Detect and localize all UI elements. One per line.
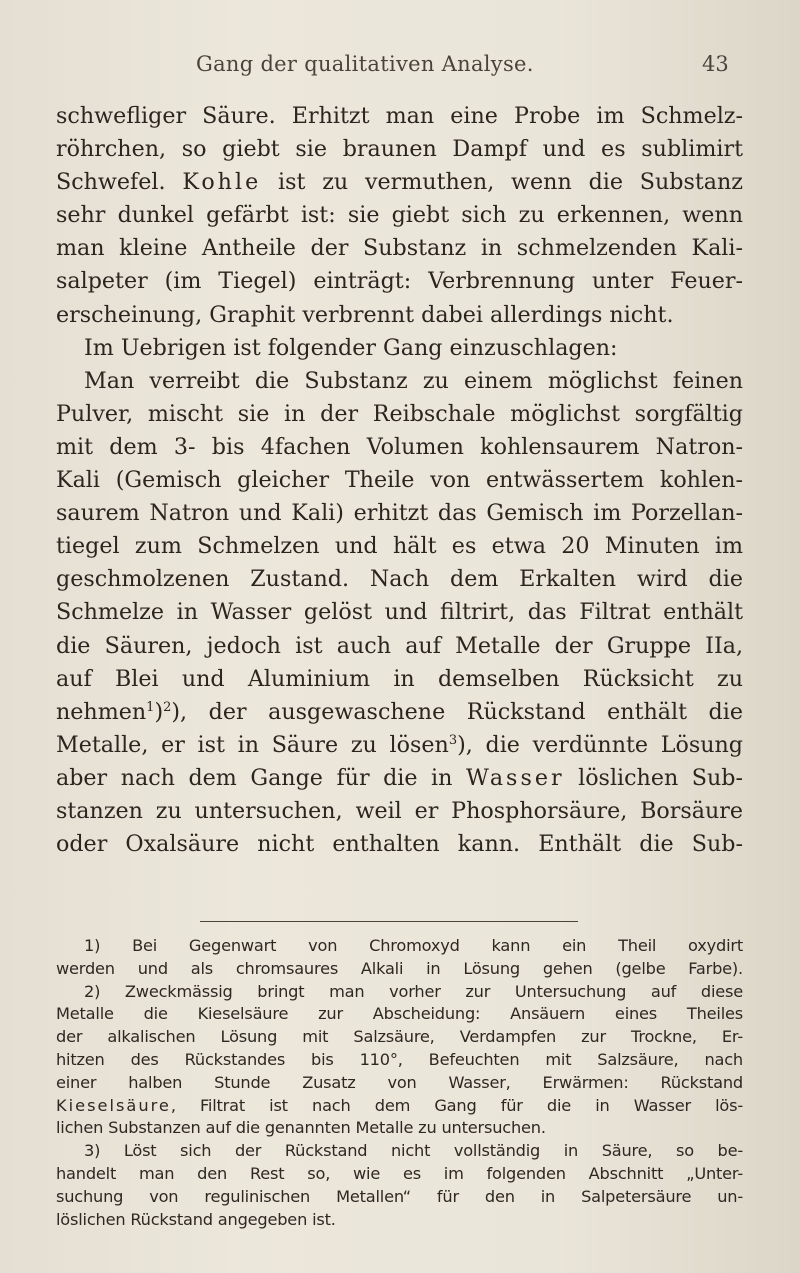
text-line: sehr dunkel gefärbt ist: sie giebt sich zu erkennen, wenn: [56, 202, 743, 229]
text-run: aber nach dem Gange für die in: [56, 764, 466, 791]
text-line: [56, 729, 743, 762]
footnote-line: der alkalischen Lösung mit Salzsäure, Verdampfen zur Trockne, Er-: [56, 1027, 743, 1047]
text-line: Schmelze in Wasser gelöst und filtrirt, das Filtrat enthält: [56, 599, 743, 626]
text-line: Pulver, mischt sie in der Reibschale möglichst sorgfältig: [56, 400, 743, 427]
footnote-line: suchung von regulinischen Metallen“ für den in Salpetersäure un-: [56, 1186, 743, 1206]
emphasis-kohle: Kohle: [182, 169, 262, 196]
text-line: saurem Natron und Kali) erhitzt das Gemisch im Porzellan-: [56, 500, 743, 527]
text-run: ): [154, 698, 164, 725]
footnote-line: löslichen Rückstand angegeben ist.: [56, 1209, 336, 1229]
footnote-line: 2) Zweckmässig bringt man vorher zur Untersuchung auf diese: [84, 981, 743, 1001]
text-line: Man verreibt die Substanz zu einem möglichst feinen: [84, 367, 743, 394]
text-line: [56, 166, 743, 199]
emphasis-kieselsaeure: Kieselsäure: [56, 1095, 171, 1115]
footnotes: [56, 935, 743, 1231]
footnote-line: Metalle die Kieselsäure zur Abscheidung: Ansäuern eines Theiles: [56, 1004, 743, 1024]
footnote-ref-1: 1: [146, 699, 155, 715]
footnote-divider: [200, 921, 578, 922]
footnote-line: einer halben Stunde Zusatz von Wasser, Erwärmen: Rückstand: [56, 1072, 743, 1092]
text-line: Kali (Gemisch gleicher Theile von entwässertem kohlen-: [56, 467, 743, 494]
footnote-ref-2: 2: [163, 699, 172, 715]
footnote-line: handelt man den Rest so, wie es im folgenden Abschnitt „Unter-: [56, 1163, 743, 1183]
text-line: [56, 696, 743, 729]
text-line: tiegel zum Schmelzen und hält es etwa 20 Minuten im: [56, 533, 743, 560]
text-run: ), die verdünnte Lösung: [457, 731, 743, 758]
text-run: nehmen: [56, 698, 147, 725]
page-number: 43: [702, 52, 729, 76]
main-text: [56, 100, 743, 861]
text-line: [56, 762, 743, 795]
text-line: mit dem 3- bis 4fachen Volumen kohlensaurem Natron-: [56, 433, 743, 460]
footnote-line: werden und als chromsaures Alkali in Lösung gehen (gelbe Farbe).: [56, 958, 743, 978]
emphasis-wasser: Wasser: [465, 764, 565, 791]
text-run: Schwefel.: [56, 169, 183, 196]
text-line: schwefliger Säure. Erhitzt man eine Probe im Schmelz-: [56, 103, 743, 129]
text-line: stanzen zu untersuchen, weil er Phosphorsäure, Borsäure: [56, 797, 743, 824]
text-run: Metalle, er ist in Säure zu lösen: [56, 731, 449, 758]
footnote-line: hitzen des Rückstandes bis 110°, Befeuchten mit Salzsäure, nach: [56, 1049, 743, 1069]
text-line: man kleine Antheile der Substanz in schmelzenden Kali-: [56, 235, 743, 262]
running-title: Gang der qualitativen Analyse.: [196, 52, 534, 76]
footnote-ref-3: 3: [448, 732, 458, 748]
footnote-line: lichen Substanzen auf die genannten Metalle zu untersuchen.: [56, 1118, 546, 1138]
footnote-line: 1) Bei Gegenwart von Chromoxyd kann ein Theil oxydirt: [84, 936, 743, 955]
text-line: Im Uebrigen ist folgender Gang einzuschlagen:: [84, 334, 618, 361]
text-line: oder Oxalsäure nicht enthalten kann. Enthält die Sub-: [56, 831, 743, 858]
text-line: geschmolzenen Zustand. Nach dem Erkalten wird die: [56, 566, 743, 593]
text-run: , Filtrat ist nach dem Gang für die in Wasser lös-: [170, 1095, 743, 1115]
text-line: erscheinung, Graphit verbrennt dabei allerdings nicht.: [56, 301, 674, 328]
text-run: ist zu vermuthen, wenn die Substanz: [261, 169, 743, 196]
text-line: salpeter (im Tiegel) einträgt: Verbrennung unter Feuer-: [56, 268, 743, 295]
text-line: röhrchen, so giebt sie braunen Dampf und es sublimirt: [56, 136, 743, 163]
footnote-line: [56, 1095, 743, 1118]
text-line: auf Blei und Aluminium in demselben Rücksicht zu: [56, 665, 743, 692]
text-run: ), der ausgewaschene Rückstand enthält die: [171, 698, 743, 725]
text-line: die Säuren, jedoch ist auch auf Metalle der Gruppe IIa,: [56, 632, 743, 659]
text-run: löslichen Sub-: [564, 764, 743, 791]
footnote-line: 3) Löst sich der Rückstand nicht vollständig in Säure, so be-: [84, 1141, 743, 1161]
